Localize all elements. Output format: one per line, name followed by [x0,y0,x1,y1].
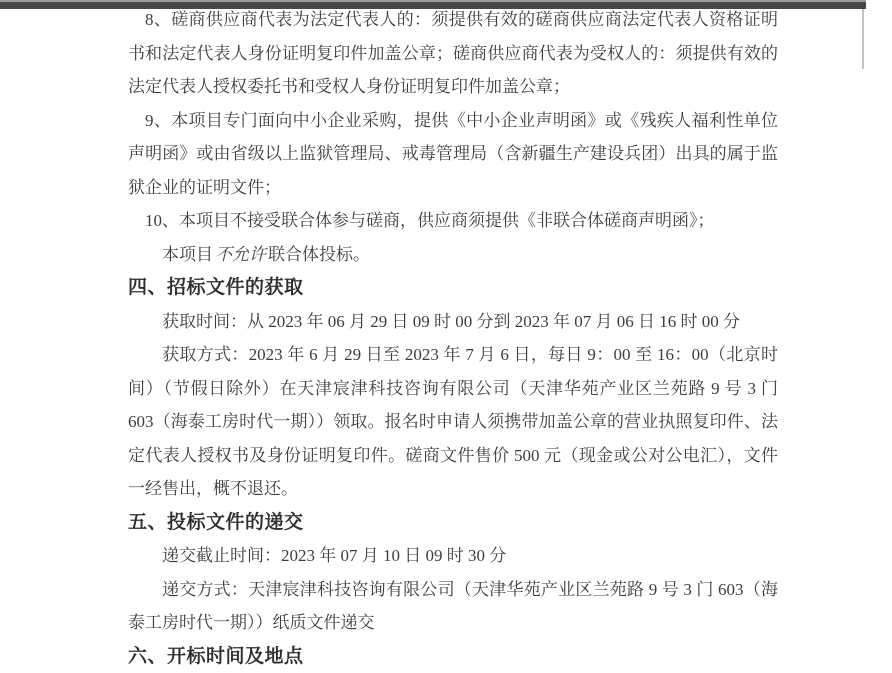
submission-method: 递交方式：天津宸津科技咨询有限公司（天津华苑产业区兰苑路 9 号 3 门 603（海泰工房时代一期））纸质文件递交 [128,573,778,640]
acquisition-time: 获取时间：从 2023 年 06 月 29 日 09 时 00 分到 2023 年 07 月 06 日 16 时 00 分 [128,305,778,339]
acquisition-method: 获取方式：2023 年 6 月 29 日至 2023 年 7 月 6 日，每日 9：00 至 16：00（北京时间）（节假日除外）在天津宸津科技咨询有限公司（天津华苑产业区兰苑路 9 号 3 门 603（海泰工房时代一期））领取。报名时申请人须携带加盖公章的营业执照复印件、法定代表人授权书及身份证明复印件。磋商文件售价 500 元（现金或公对公电汇），文件一经售出，概不退还。 [128,338,778,506]
note-suffix: 联合体投标。 [268,245,370,264]
note-emphasis: 不允许 [215,245,266,264]
numbered-item-8: 8、磋商供应商代表为法定代表人的：须提供有效的磋商供应商法定代表人资格证明书和法定代表人身份证明复印件加盖公章；磋商供应商代表为受权人的：须提供有效的法定代表人授权委托书和受权人身份证明复印件加盖公章； [128,3,778,104]
section-heading-opening-time-location: 六、开标时间及地点 [128,640,778,673]
note-prefix: 本项目 [162,245,213,264]
numbered-item-9: 9、本项目专门面向中小企业采购，提供《中小企业声明函》或《残疾人福利性单位声明函》或由省级以上监狱管理局、戒毒管理局（含新疆生产建设兵团）出具的属于监狱企业的证明文件； [128,104,778,205]
submission-deadline: 递交截止时间：2023 年 07 月 10 日 09 时 30 分 [128,539,778,573]
document-body [128,3,778,673]
no-consortium-note [128,238,778,272]
section-heading-bid-submission: 五、投标文件的递交 [128,506,778,540]
numbered-item-10: 10、本项目不接受联合体参与磋商，供应商须提供《非联合体磋商声明函》； [128,204,778,238]
scan-line-artifact [862,9,864,69]
section-heading-document-acquisition: 四、招标文件的获取 [128,271,778,305]
